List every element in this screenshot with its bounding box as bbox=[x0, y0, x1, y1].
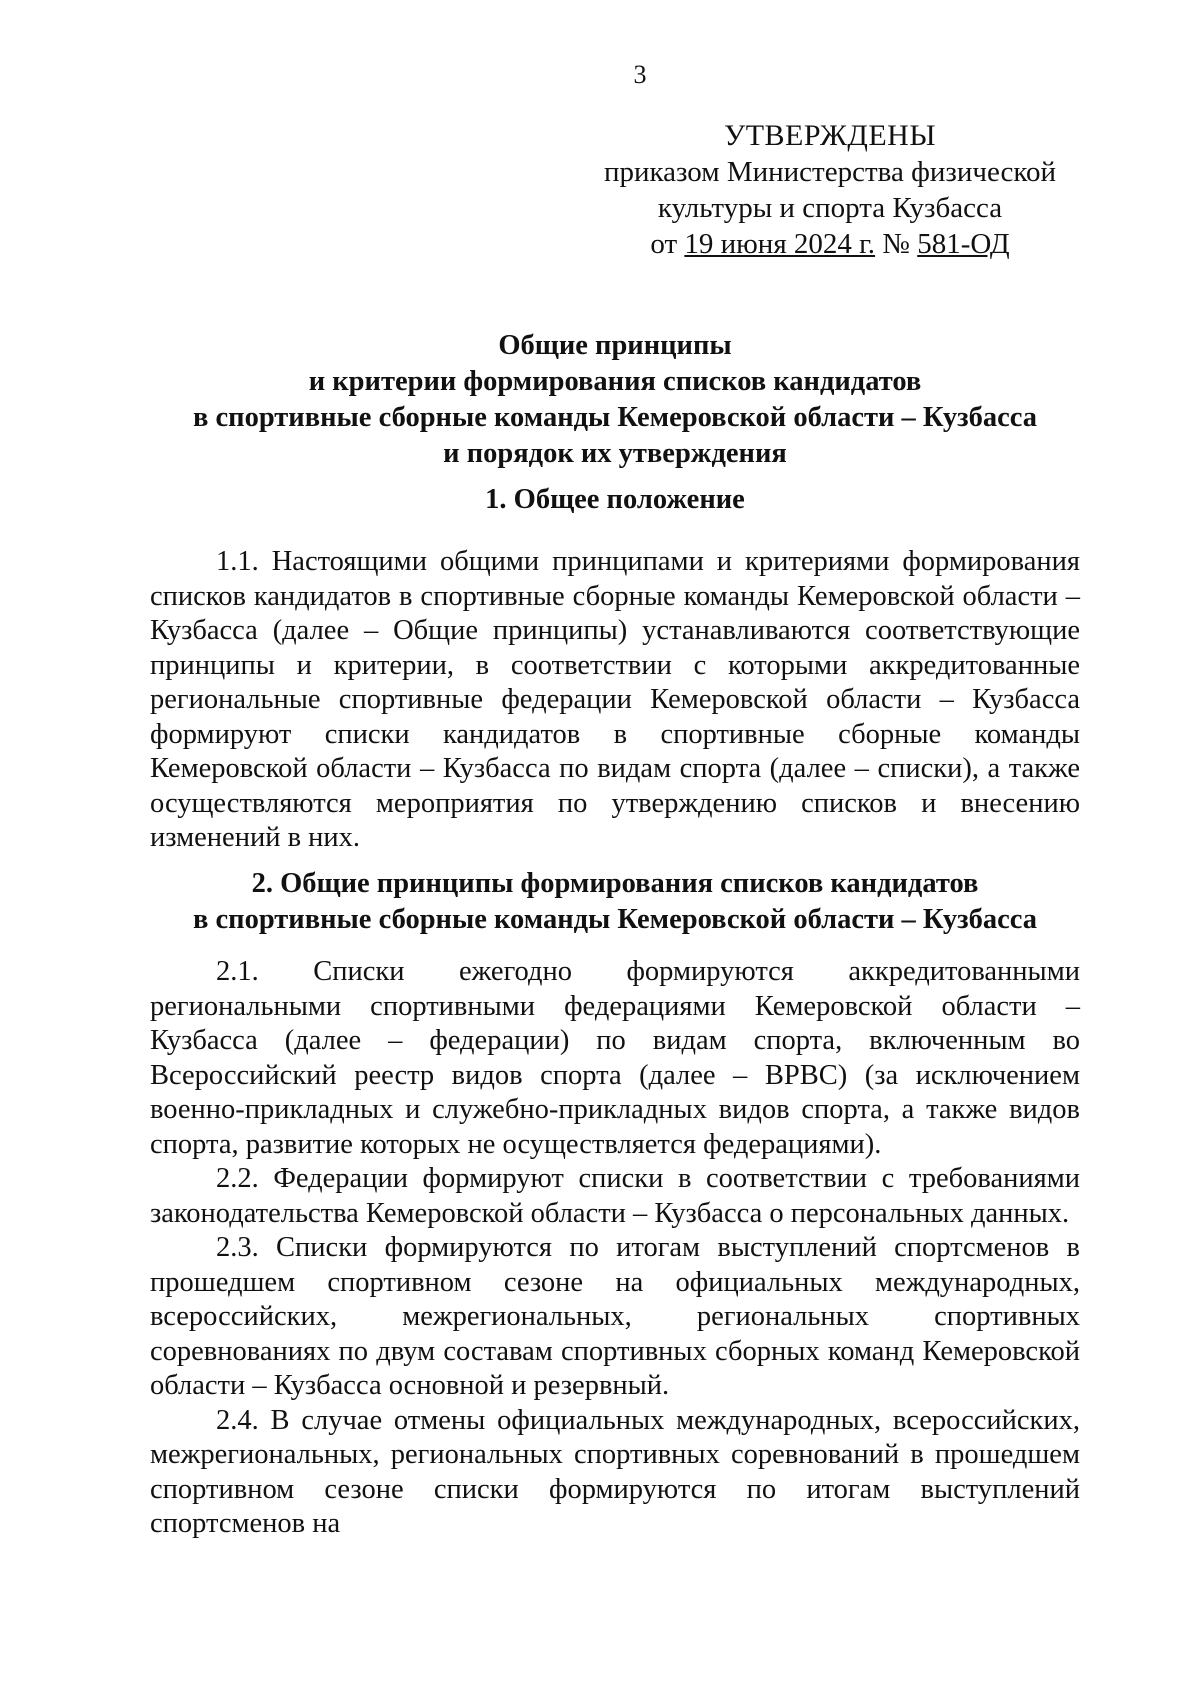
paragraph-2-3: 2.3. Списки формируются по итогам выступлений спортсменов в прошедшем спортивном сезоне на официальных международных, всероссийских, межрегиональных, региональных спортивных соревнованиях по двум составам спортивных сборных команд Кемеровской области – Кузбасса основной и резервный. bbox=[150, 1232, 1080, 1401]
title-line-4: и порядок их утверждения bbox=[443, 438, 787, 469]
approval-order-line bbox=[600, 226, 1060, 262]
approval-date: 19 июня 2024 г. bbox=[684, 228, 876, 260]
approval-number: 581-ОД bbox=[917, 228, 1010, 260]
page-number: 3 bbox=[633, 60, 647, 89]
paragraph-2-2: 2.2. Федерации формируют списки в соответствии с требованиями законодательства Кемеровской области – Кузбасса о персональных данных. bbox=[150, 1163, 1080, 1229]
section-2-heading bbox=[150, 866, 1080, 938]
approval-line-2: культуры и спорта Кузбасса bbox=[657, 192, 1003, 224]
title-line-3: в спортивные сборные команды Кемеровской области – Кузбасса bbox=[193, 402, 1037, 433]
section-2-heading-line-1: 2. Общие принципы формирования списков кандидатов bbox=[251, 868, 979, 899]
document-title bbox=[150, 328, 1080, 472]
approval-prefix: от bbox=[650, 228, 685, 260]
approval-stamp-block bbox=[600, 118, 1060, 262]
approval-line-1: приказом Министерства физической bbox=[603, 156, 1057, 188]
paragraph-1-1: 1.1. Настоящими общими принципами и критериями формирования списков кандидатов в спортивные сборные команды Кемеровской области – Кузбасса (далее – Общие принципы) устанавливаются соответствующие принципы и критерии, в соответствии с которыми аккредитованные региональные спортивные федерации Кемеровской области – Кузбасса формируют списки кандидатов в спортивные сборные команды Кемеровской области – Кузбасса по видам спорта (далее – списки), а также осуществляются мероприятия по утверждению списков и внесению изменений в них. bbox=[150, 546, 1080, 853]
title-line-1: Общие принципы bbox=[498, 330, 732, 361]
title-line-2: и критерии формирования списков кандидатов bbox=[308, 366, 922, 397]
section-2-body bbox=[150, 955, 1080, 1542]
paragraph-2-1: 2.1. Списки ежегодно формируются аккредитованными региональными спортивными федерациями Кемеровской области – Кузбасса (далее – федерации) по видам спорта, включенным во Всероссийский реестр видов спорта (далее – ВРВС) (за исключением военно-прикладных и служебно-прикладных видов спорта, а также видов спорта, развитие которых не осуществляется федерациями). bbox=[150, 956, 1080, 1160]
approval-number-sign: № bbox=[875, 228, 918, 260]
approval-title: УТВЕРЖДЕНЫ bbox=[723, 119, 937, 152]
section-1-heading: 1. Общее положение bbox=[485, 484, 745, 515]
paragraph-2-4: 2.4. В случае отмены официальных международных, всероссийских, межрегиональных, региональных спортивных соревнований в прошедшем спортивном сезоне списки формируются по итогам выступлений спортсменов на bbox=[150, 1404, 1080, 1539]
section-2-heading-line-2: в спортивные сборные команды Кемеровской области – Кузбасса bbox=[193, 904, 1037, 935]
